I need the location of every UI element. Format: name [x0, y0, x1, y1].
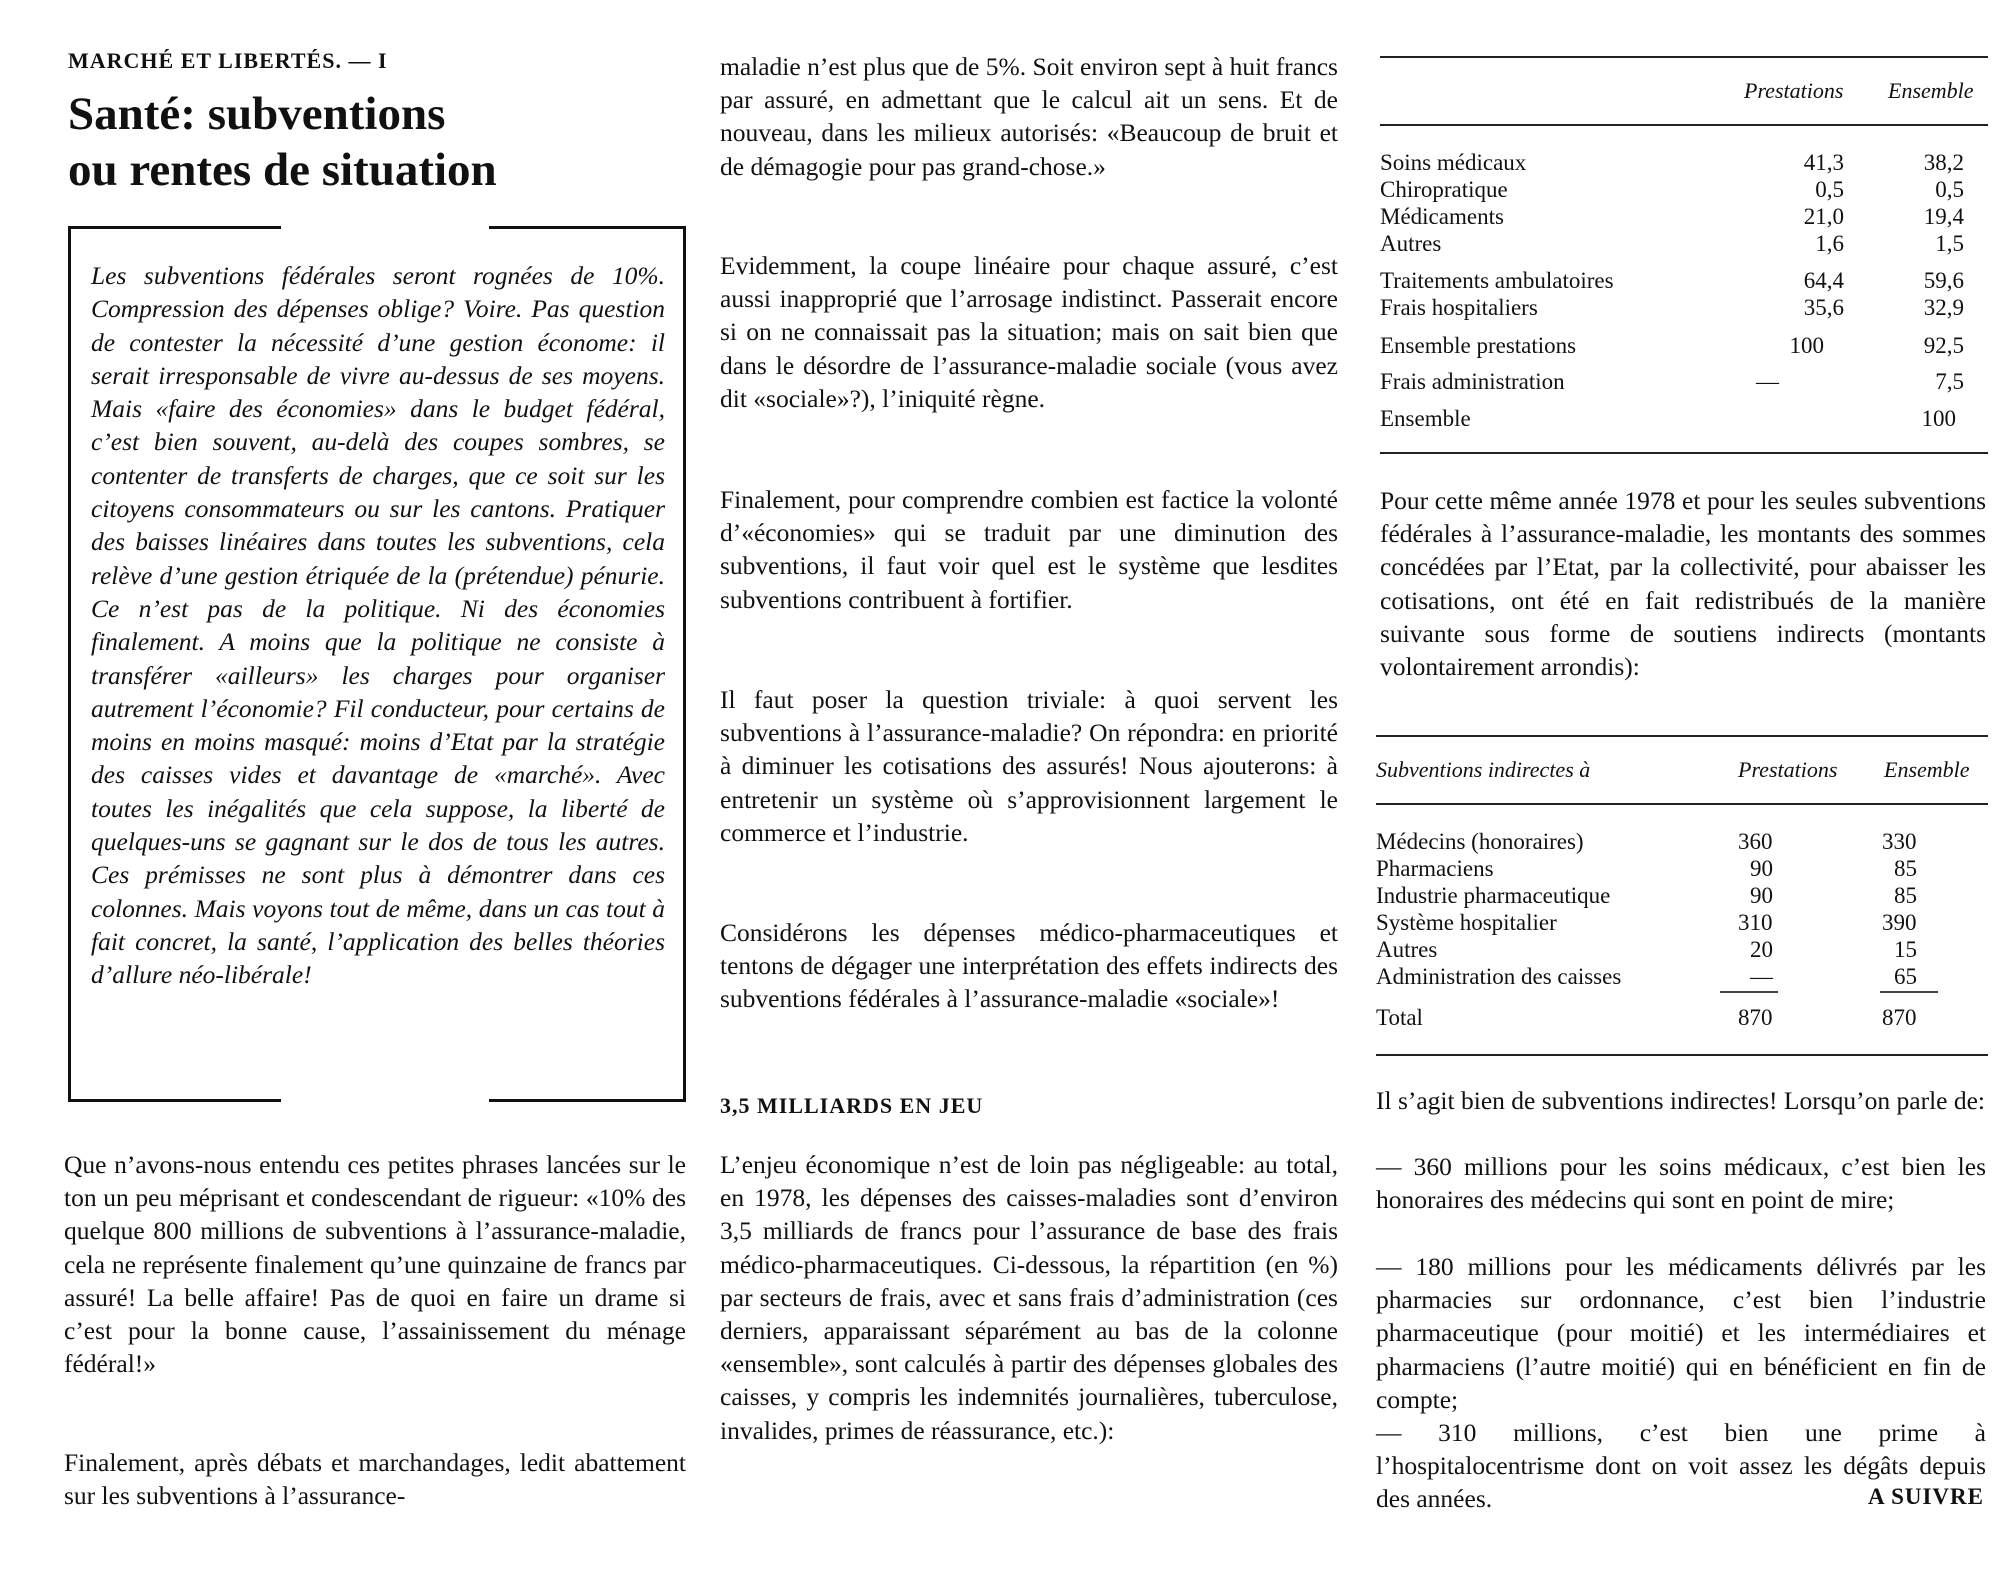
- headline-line-2: ou rentes de situation: [68, 144, 497, 196]
- table-cell: 100: [1921, 406, 1956, 431]
- table-cell: 38,2: [1923, 150, 1964, 175]
- table-cell-label: Total: [1376, 1005, 1423, 1030]
- paragraph: Finalement, pour comprendre combien est factice la volonté d’«économies» qui se traduit par une diminution des subventions, il faut voir quel est le système que lesdites subventions contribuent à fortifier.: [720, 485, 1338, 614]
- table-cell: 100: [1789, 333, 1824, 358]
- paragraph: Que n’avons-nous entendu ces petites phrases lancées sur le ton un peu méprisant et condescendant de rigueur: «10% des quelque 800 millions de subventions à l’assurance-maladie, cela ne représente finalement qu’une quinzaine de francs par assuré! La belle affaire! Pas de quoi en faire un drame si c’est pour la bonne cause, l’assainissement du ménage fédéral!»: [64, 1150, 686, 1379]
- paragraph: Finalement, après débats et marchandages, ledit abattement sur les subventions à l’assurance-: [64, 1448, 686, 1511]
- section-heading: 3,5 MILLIARDS EN JEU: [720, 1093, 984, 1118]
- table-rule: [1376, 1054, 1988, 1056]
- table-cell-label: Frais administration: [1380, 369, 1565, 394]
- table-rule: [1376, 803, 1988, 805]
- table-cell-label: Système hospitalier: [1376, 910, 1557, 935]
- list-item: — 360 millions pour les soins médicaux, c’est bien les honoraires des médecins qui sont en point de mire;: [1376, 1152, 1986, 1215]
- table-cell-label: Médecins (honoraires): [1376, 829, 1584, 854]
- sum-rule: [1880, 991, 1938, 993]
- table-cell-label: Chiropratique: [1380, 177, 1508, 202]
- to-be-continued: A SUIVRE: [1867, 1484, 1984, 1509]
- table-cell: 85: [1894, 856, 1917, 881]
- table-cell: 64,4: [1803, 268, 1844, 293]
- table-cell: 32,9: [1923, 295, 1964, 320]
- table-cell-label: Frais hospitaliers: [1380, 295, 1538, 320]
- table-cell: 85: [1894, 883, 1917, 908]
- table-cell: 59,6: [1923, 268, 1964, 293]
- table-cell: 20: [1750, 937, 1773, 962]
- table-rule: [1380, 124, 1988, 126]
- table-cell: 330: [1882, 829, 1917, 854]
- table-cell: 92,5: [1923, 333, 1964, 358]
- box-gap-top: [281, 224, 489, 232]
- table-header: Prestations: [1744, 78, 1844, 103]
- table-cell: 0,5: [1815, 177, 1844, 202]
- table-cell-label: Soins médicaux: [1380, 150, 1527, 175]
- table-cell: 15: [1894, 937, 1917, 962]
- paragraph: Il s’agit bien de subventions indirectes! Lorsqu’on parle de:: [1376, 1086, 1985, 1115]
- table-cell: 310: [1738, 910, 1773, 935]
- headline-line-1: Santé: subventions: [68, 88, 446, 140]
- table-cell: 90: [1750, 883, 1773, 908]
- table-cell-label: Autres: [1380, 231, 1442, 256]
- table-cell-label: Ensemble: [1380, 406, 1471, 431]
- table-header: Ensemble: [1888, 78, 1974, 103]
- table-cell: 360: [1738, 829, 1773, 854]
- table-cell-label: Autres: [1376, 937, 1438, 962]
- table-header: Ensemble: [1884, 757, 1970, 782]
- table-cell: 7,5: [1935, 369, 1964, 394]
- headline: [68, 86, 497, 198]
- table-cell: 870: [1738, 1005, 1773, 1030]
- box-gap-bottom: [281, 1096, 489, 1104]
- paragraph: Considérons les dépenses médico-pharmaceutiques et tentons de dégager une interprétation des effets indirects des subventions fédérales à l’assurance-maladie «sociale»!: [720, 918, 1338, 1014]
- table-cell-label: Traitements ambulatoires: [1380, 268, 1614, 293]
- paragraph: Il faut poser la question triviale: à quoi servent les subventions à l’assurance-maladie? On répondra: en priorité à diminuer les cotisations des assurés! Nous ajouterons: à entretenir un système où s’approvisionnent largement le commerce et l’industrie.: [720, 685, 1338, 847]
- intro-text: Les subventions fédérales seront rognées de 10%. Compression des dépenses oblige? Voire. Pas question de contester la nécessité d’une gestion économe: il serait irresponsable de vivre au-dessus de ses moyens. Mais «faire des économies» dans le budget fédéral, c’est bien souvent, au-delà des coupes sombres, se contenter de transferts de charges, que ce soit sur les citoyens consommateurs ou sur les cantons. Pratiquer des baisses linéaires dans toutes les subventions, cela relève d’une gestion étriquée de la (prétendue) pénurie. Ce n’est pas de la politique. Ni des économies finalement. A moins que la politique ne consiste à transférer «ailleurs» les charges pour organiser autrement l’économie? Fil conducteur, pour certains de moins en moins masqué: moins d’Etat par la stratégie des caisses vides et davantage de «marché». Avec toutes les inégalités que cela suppose, la liberté de quelques-uns se gagnant sur le dos de tous les autres. Ces prémisses ne sont plus à démontrer dans ces colonnes. Mais voyons tout de même, dans un cas tout à fait concret, la santé, l’application des belles théories d’allure néo-libérale!: [91, 261, 665, 990]
- table-cell: 1,5: [1935, 231, 1964, 256]
- table-cell: —: [1756, 369, 1779, 394]
- paragraph: maladie n’est plus que de 5%. Soit environ sept à huit francs par assuré, en admettant que le calcul ait un sens. Et de nouveau, dans les milieux autorisés: «Beaucoup de bruit et de démagogie pour pas grand-chose.»: [720, 52, 1338, 181]
- table-cell: 870: [1882, 1005, 1917, 1030]
- table-cell: 19,4: [1923, 204, 1964, 229]
- table-cell: 0,5: [1935, 177, 1964, 202]
- table-cell: 90: [1750, 856, 1773, 881]
- table-rule: [1380, 56, 1988, 58]
- table-cell-label: Industrie pharmaceutique: [1376, 883, 1611, 908]
- table-cell: 41,3: [1803, 150, 1844, 175]
- list-item: — 180 millions pour les médicaments délivrés par les pharmacies sur ordonnance, c’est bien l’industrie pharmaceutique (pour moitié) et les intermédiaires et pharmaciens (l’autre moitié) qui en bénéficient en fin de compte;: [1376, 1252, 1986, 1414]
- table-cell: 390: [1882, 910, 1917, 935]
- table-header: Prestations: [1738, 757, 1838, 782]
- intro-box: [68, 226, 686, 1102]
- table-cell: 35,6: [1803, 295, 1844, 320]
- sum-rule: [1720, 991, 1778, 993]
- table-cell-label: Ensemble prestations: [1380, 333, 1577, 358]
- table-cell: 65: [1894, 964, 1917, 989]
- table-cell: 1,6: [1815, 231, 1844, 256]
- kicker: MARCHÉ ET LIBERTÉS. — I: [68, 48, 388, 73]
- paragraph: Evidemment, la coupe linéaire pour chaque assuré, c’est aussi inapproprié que l’arrosage indistinct. Passerait encore si on ne connaissait pas la situation; mais on sait bien que dans le désordre de l’assurance-maladie sociale (vous avez dit «sociale»?), l’iniquité règne.: [720, 251, 1338, 413]
- table-cell: —: [1750, 964, 1773, 989]
- table-rule: [1380, 452, 1988, 454]
- table-cell-label: Médicaments: [1380, 204, 1504, 229]
- table-rule: [1376, 735, 1988, 737]
- paragraph: Pour cette même année 1978 et pour les seules subventions fédérales à l’assurance-maladie, les montants des sommes concédées par l’Etat, par la collectivité, pour abaisser les cotisations, ont été en fait redistribués de la manière suivante sous forme de soutiens indirects (montants volontairement arrondis):: [1380, 486, 1986, 682]
- paragraph: L’enjeu économique n’est de loin pas négligeable: au total, en 1978, les dépenses des caisses-maladies sont d’environ 3,5 milliards de francs pour l’assurance de base des frais médico-pharmaceutiques. Ci-dessous, la répartition (en %) par secteurs de frais, avec et sans frais d’administration (ces derniers, apparaissant séparément au bas de la colonne «ensemble», sont calculés à partir des dépenses globales des caisses, y compris les indemnités journalières, tuberculose, invalides, primes de réassurance, etc.):: [720, 1150, 1338, 1445]
- table-header: Subventions indirectes à: [1376, 757, 1591, 782]
- table-cell-label: Pharmaciens: [1376, 856, 1494, 881]
- table-cell-label: Administration des caisses: [1376, 964, 1622, 989]
- list-item: — 310 millions, c’est bien une prime à l’hospitalocentrisme dont on voit assez les dégâts depuis des années.: [1376, 1418, 1986, 1514]
- table-cell: 21,0: [1803, 204, 1844, 229]
